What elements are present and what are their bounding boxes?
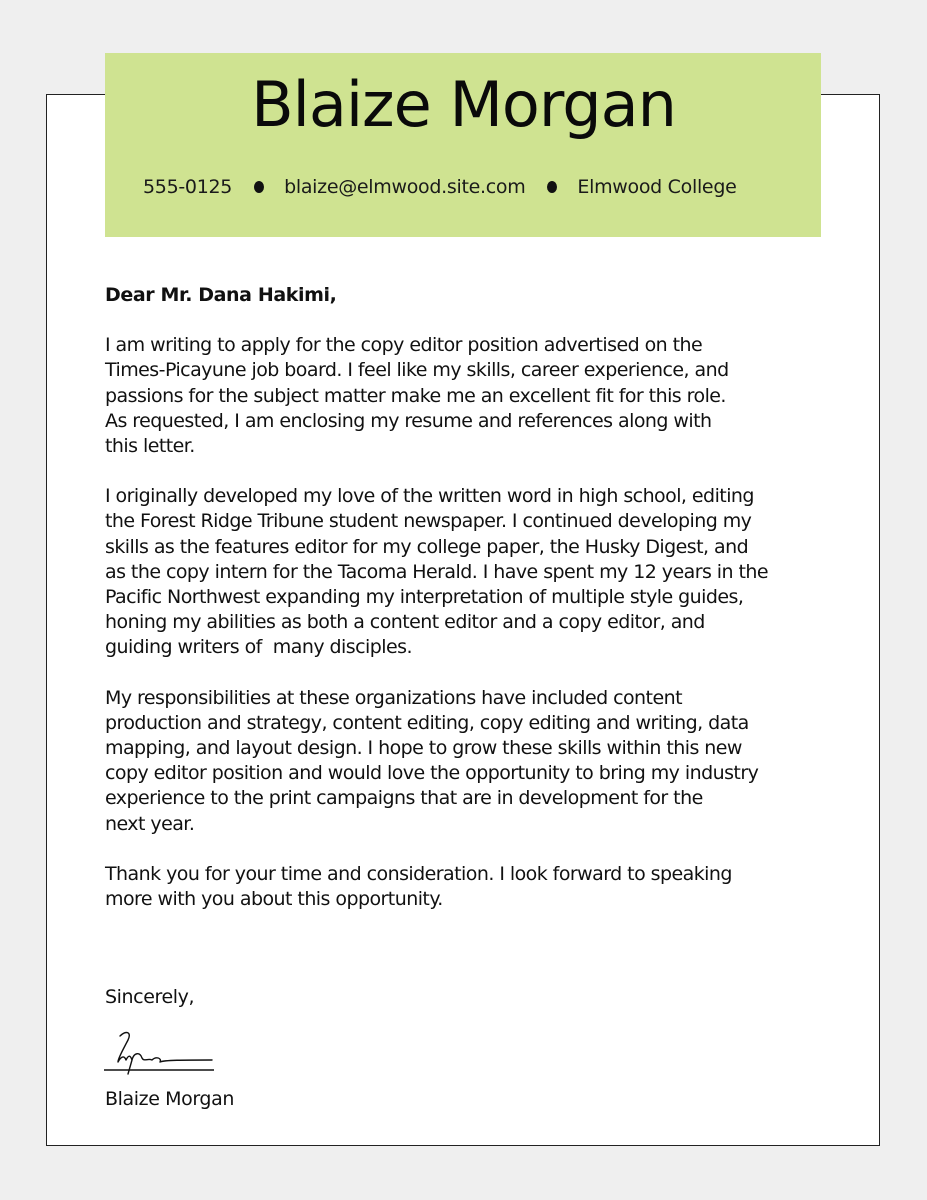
text-line: As requested, I am enclosing my resume and references along with (105, 409, 712, 432)
text-line: experience to the print campaigns that are in development for the (105, 787, 703, 810)
phone-number: 555-0125 (143, 176, 233, 198)
sender-name-heading: Blaize Morgan (251, 68, 676, 141)
paragraph-intro (105, 333, 825, 459)
paragraph-responsibilities (105, 686, 825, 837)
text-line: Pacific Northwest expanding my interpretation of multiple style guides, (105, 586, 744, 609)
text-line: the Forest Ridge Tribune student newspaper. I continued developing my (105, 510, 752, 533)
letter-body (105, 283, 825, 937)
salutation: Dear Mr. Dana Hakimi, (105, 284, 337, 306)
bullet-separator-icon (547, 181, 557, 193)
email-address: blaize@elmwood.site.com (284, 176, 526, 198)
text-line: skills as the features editor for my college paper, the Husky Digest, and (105, 535, 749, 558)
text-line: honing my abilities as both a content editor and a copy editor, and (105, 611, 705, 634)
paragraph-background (105, 484, 825, 660)
closing-phrase: Sincerely, (105, 986, 195, 1008)
text-line: next year. (105, 812, 195, 835)
bullet-separator-icon (254, 181, 264, 193)
text-line: My responsibilities at these organizations have included content (105, 686, 682, 709)
text-line: passions for the subject matter make me an excellent fit for this role. (105, 384, 726, 407)
text-line: Thank you for your time and consideration. I look forward to speaking (105, 862, 732, 885)
paragraph-thanks (105, 862, 825, 912)
signer-name: Blaize Morgan (105, 1088, 234, 1110)
organization-name: Elmwood College (577, 176, 737, 198)
text-line: mapping, and layout design. I hope to grow these skills within this new (105, 737, 742, 760)
text-line: production and strategy, content editing, copy editing and writing, data (105, 711, 749, 734)
text-line: I am writing to apply for the copy editor position advertised on the (105, 334, 703, 357)
text-line: Times-Picayune job board. I feel like my skills, career experience, and (105, 359, 729, 382)
handwritten-signature-icon (104, 1030, 216, 1076)
text-line: this letter. (105, 435, 195, 458)
text-line: as the copy intern for the Tacoma Herald. I have spent my 12 years in the (105, 560, 769, 583)
text-line: copy editor position and would love the opportunity to bring my industry (105, 762, 759, 785)
text-line: guiding writers of many disciples. (105, 636, 412, 659)
text-line: I originally developed my love of the written word in high school, editing (105, 485, 754, 508)
text-line: more with you about this opportunity. (105, 888, 443, 911)
contact-info-row (143, 176, 783, 198)
